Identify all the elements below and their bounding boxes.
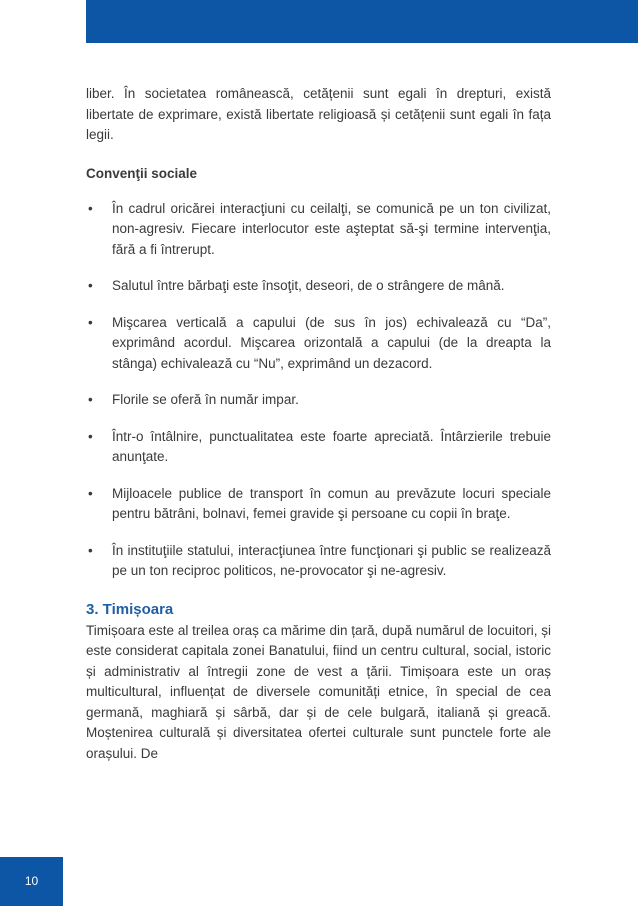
list-item: [86, 199, 551, 261]
page-number: 10: [24, 874, 39, 888]
list-item-text: Mijloacele publice de transport în comun au prevăzute locuri speciale pentru bătrâni, bolnavi, femei gravide şi persoane cu copii în braţe.: [112, 485, 551, 521]
list-item-text: Într-o întâlnire, punctualitatea este foarte apreciată. Întârzierile trebuie anunţate.: [112, 428, 551, 464]
page-content: [86, 84, 551, 764]
conventions-list: [86, 199, 551, 582]
list-item: [86, 484, 551, 525]
list-item: [86, 313, 551, 375]
header-bar: [86, 0, 638, 43]
bullet-icon: •: [88, 278, 93, 293]
page-number-badge: [0, 857, 63, 906]
bullet-icon: •: [88, 200, 93, 216]
bullet-icon: •: [88, 314, 93, 330]
bullet-icon: •: [88, 542, 93, 558]
list-item: [86, 390, 551, 411]
bullet-icon: •: [88, 392, 93, 407]
list-item-text: În instituţiile statului, interacţiunea între funcţionari şi public se realizează pe un ton reciproc politicos, ne-provocator şi ne-agresiv.: [112, 542, 551, 578]
section-heading-timisoara: 3. Timișoara: [86, 600, 174, 618]
bullet-icon: •: [88, 428, 93, 444]
list-item-text: Mişcarea verticală a capului (de sus în jos) echivalează cu “Da”, exprimând acordul. Mişcarea orizontală a capului (de la dreapta la stânga) echivalează cu “Nu”, exprimând un dezacord.: [112, 314, 551, 371]
section-paragraph: Timișoara este al treilea oraș ca mărime din țară, după numărul de locuitori, și este considerat capitala zonei Banatului, fiind un centru cultural, social, istoric și administrativ al întregii zone de vest a țării. Timișoara este un oraș multicultural, influențat de diversele comunități etnice, în special de cea germană, maghiară și sârbă, dar și de cele bulgară, italiană și greacă. Moștenirea culturală și diversitatea ofertei culturale sunt punctele forte ale orașului. De: [86, 622, 551, 761]
list-item: [86, 541, 551, 582]
list-item: [86, 427, 551, 468]
intro-paragraph: liber. În societatea românească, cetățenii sunt egali în drepturi, există libertate de exprimare, există libertate religioasă și cetățenii sunt egali în fața legii.: [86, 86, 551, 142]
list-item: [86, 276, 551, 297]
list-item-text: În cadrul oricărei interacţiuni cu ceilalţi, se comunică pe un ton civilizat, non-agresiv. Fiecare interlocutor este aşteptat să-şi termine intervenţia, fără a fi întrerupt.: [112, 200, 551, 257]
list-item-text: Salutul între bărbaţi este însoţit, deseori, de o strângere de mână.: [112, 278, 505, 293]
subheading-social-conventions: Convenţii sociale: [86, 165, 198, 181]
bullet-icon: •: [88, 485, 93, 501]
list-item-text: Florile se oferă în număr impar.: [112, 392, 299, 407]
